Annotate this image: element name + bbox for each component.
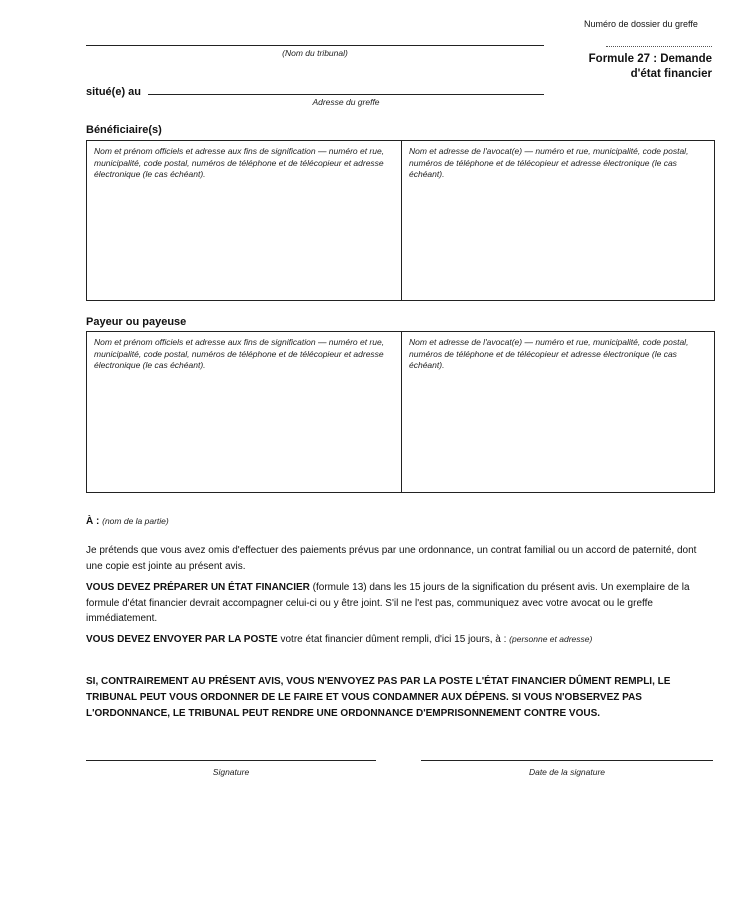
signature-date-caption: Date de la signature	[528, 767, 606, 777]
recipient-lawyer-cell[interactable]: Nom et adresse de l'avocat(e) — numéro et rue, municipalité, code postal, numéros de téléphone et de télécopieur et adresse électronique (le cas échéant).	[409, 146, 689, 180]
notice-paragraph-3-text: votre état financier dûment rempli, d'ici 15 jours, à :	[277, 634, 507, 645]
court-name-field[interactable]	[86, 45, 544, 46]
payor-table	[86, 331, 715, 493]
notice-paragraph-3-caption: (personne et adresse)	[509, 634, 593, 644]
court-name-caption: (Nom du tribunal)	[282, 48, 348, 58]
form-title-line1: Formule 27 : Demande	[588, 53, 712, 65]
notice-paragraph-2-text: (formule 13) dans les 15 jours de la signification du présent avis. Un exemplaire de la formule d'état financier devrait accompagner celui-ci ou y être joint. S'il ne l'est pas, communiquez avec votre avocat ou le greffe immédiatement.	[86, 582, 690, 624]
notice-paragraph-2-bold: VOUS DEVEZ PRÉPARER UN ÉTAT FINANCIER	[86, 582, 310, 593]
form-title-line2: d'état financier	[630, 67, 712, 80]
form-title	[560, 52, 712, 82]
notice-paragraph-3-bold: VOUS DEVEZ ENVOYER PAR LA POSTE	[86, 634, 278, 645]
notice-paragraph-1: Je prétends que vous avez omis d'effectuer des paiements prévus par une ordonnance, un contrat familial ou un accord de paternité, dont une copie est jointe au présent avis.	[86, 545, 697, 572]
notice-paragraph-3	[86, 632, 714, 648]
to-line	[86, 516, 169, 527]
court-address-caption: Adresse du greffe	[312, 97, 380, 107]
to-caption: (nom de la partie)	[102, 516, 169, 526]
signature-date-field[interactable]	[421, 760, 713, 761]
signature-caption: Signature	[212, 767, 250, 777]
notice-paragraph-2	[86, 580, 714, 627]
payor-party-cell[interactable]: Nom et prénom officiels et adresse aux fins de signification — numéro et rue, municipalité, code postal, numéros de téléphone et de télécopieur et adresse électronique (le cas échéant).	[87, 332, 402, 492]
recipient-section-label: Bénéficiaire(s)	[86, 124, 162, 136]
recipient-party-cell[interactable]: Nom et prénom officiels et adresse aux fins de signification — numéro et rue, municipalité, code postal, numéros de téléphone et de télécopieur et adresse électronique (le cas échéant).	[87, 141, 402, 300]
recipient-table	[86, 140, 715, 301]
warning-paragraph: SI, CONTRAIREMENT AU PRÉSENT AVIS, VOUS N'ENVOYEZ PAS PAR LA POSTE L'ÉTAT FINANCIER DÛMENT REMPLI, LE TRIBUNAL PEUT VOUS ORDONNER DE LE FAIRE ET VOUS CONDAMNER AUX DÉPENS. SI VOUS N'OBSERVEZ PAS L'ORDONNANCE, LE TRIBUNAL PEUT RENDRE UNE ORDONNANCE D'EMPRISONNEMENT CONTRE VOUS.	[86, 676, 671, 719]
file-number-label: Numéro de dossier du greffe	[584, 19, 698, 29]
file-number-field[interactable]	[606, 46, 712, 47]
to-label: À :	[86, 516, 100, 527]
court-address-field[interactable]	[148, 94, 544, 95]
payor-section-label: Payeur ou payeuse	[86, 316, 187, 328]
signature-field[interactable]	[86, 760, 376, 761]
payor-lawyer-cell[interactable]: Nom et adresse de l'avocat(e) — numéro et rue, municipalité, code postal, numéros de téléphone et de télécopieur et adresse électronique (le cas échéant).	[409, 337, 689, 371]
located-at-label: situé(e) au	[86, 86, 142, 98]
